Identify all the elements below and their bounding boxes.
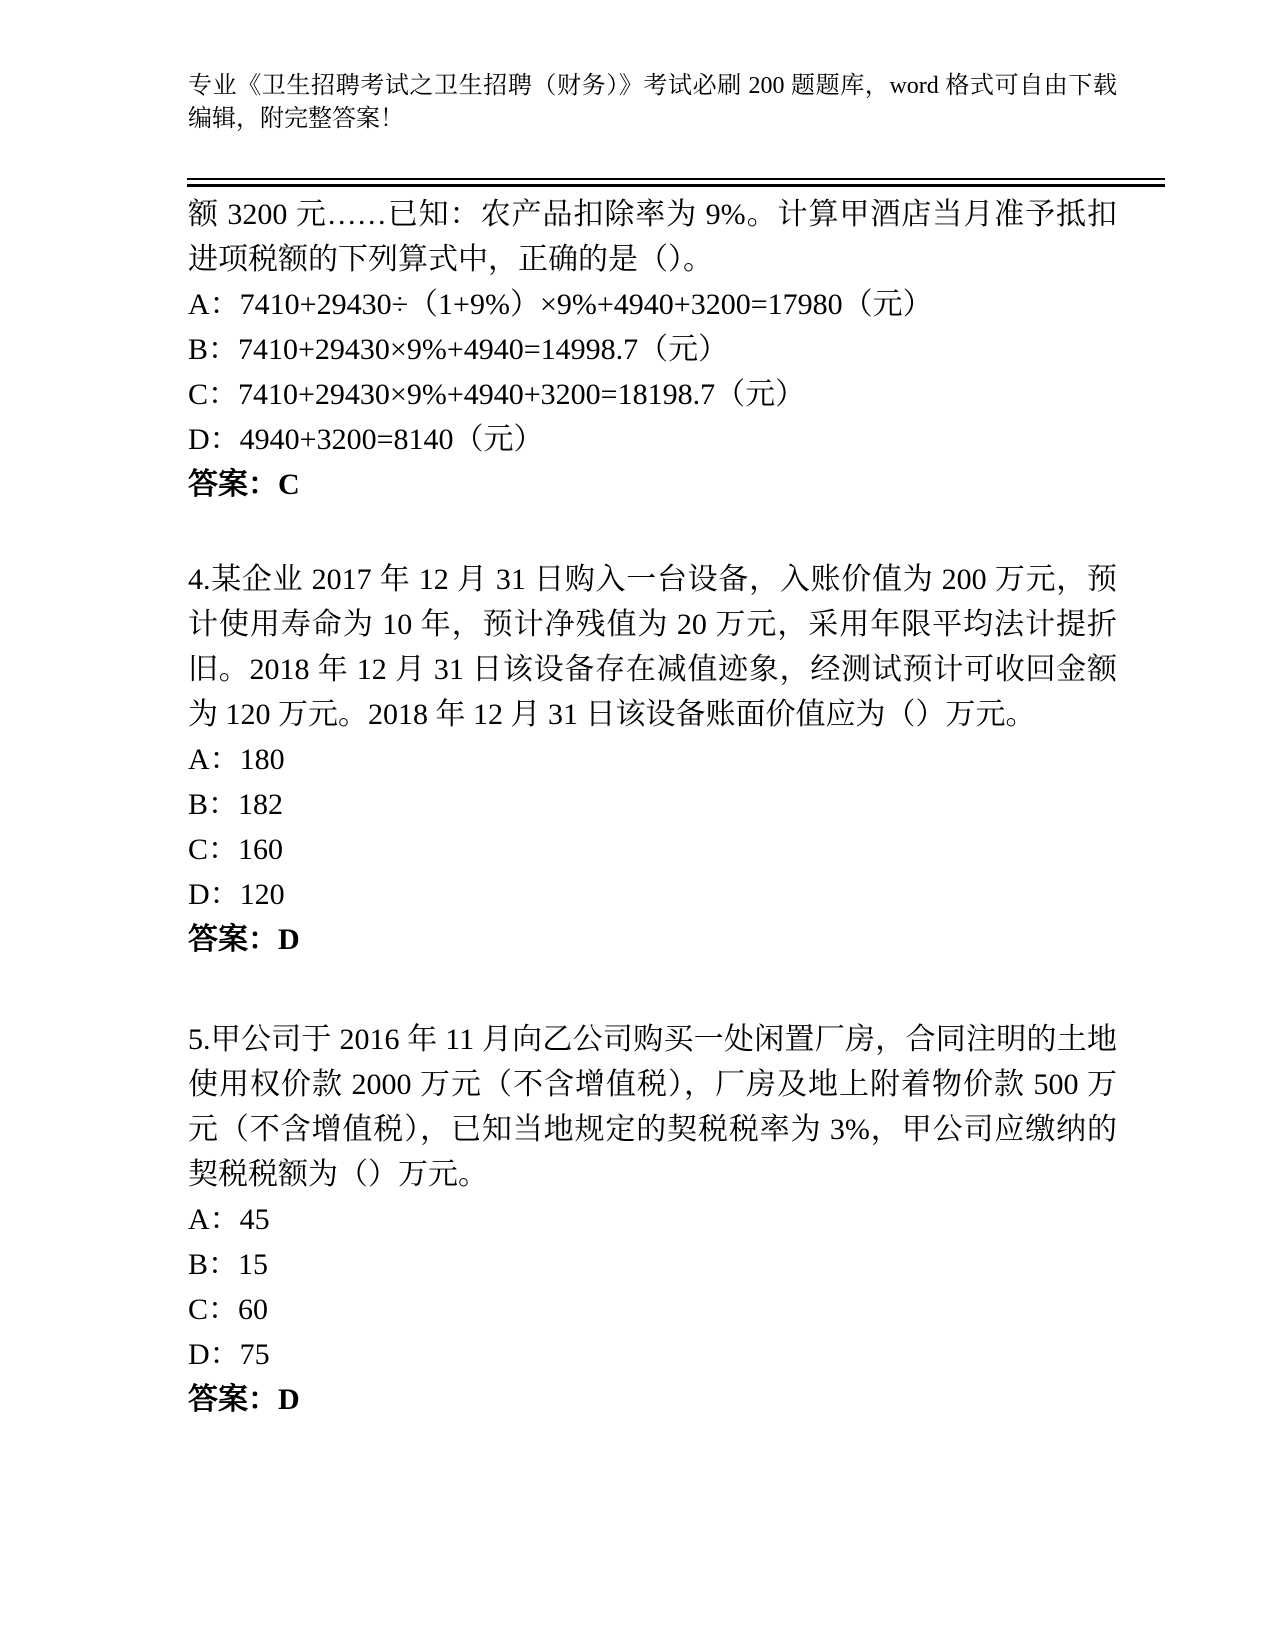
question-block-5 — [188, 1017, 1117, 1422]
option-a: A：45 — [188, 1203, 270, 1236]
option-c: C：60 — [188, 1293, 269, 1326]
option-d: D：4940+3200=8140（元） — [188, 423, 544, 456]
question-block-3 — [188, 192, 1117, 507]
answer-label: 答案： — [188, 1383, 278, 1416]
option-a: A：7410+29430÷（1+9%）×9%+4940+3200=17980（元） — [188, 288, 933, 321]
document-content — [188, 192, 1117, 1422]
option-c: C：160 — [188, 833, 284, 866]
option-a: A：180 — [188, 743, 285, 776]
page-header-text: 专业《卫生招聘考试之卫生招聘（财务）》考试必刷 200 题题库，word 格式可自由下载编辑，附完整答案！ — [188, 73, 1117, 132]
option-c: C：7410+29430×9%+4940+3200=18198.7（元） — [188, 378, 806, 411]
answer-line — [188, 462, 1117, 507]
option-b: B：182 — [188, 788, 284, 821]
answer-line — [188, 917, 1117, 962]
option-d: D：75 — [188, 1338, 270, 1371]
question-stem: 4.某企业 2017 年 12 月 31 日购入一台设备，入账价值为 200 万元，预计使用寿命为 10 年，预计净残值为 20 万元，采用年限平均法计提折旧。2018 年 12 月 31 日该设备存在减值迹象，经测试预计可收回金额为 120 万元。2018 年 12 月 31 日该设备账面价值应为（）万元。 — [188, 563, 1117, 731]
question-stem: 额 3200 元……已知：农产品扣除率为 9%。计算甲酒店当月准予抵扣进项税额的下列算式中，正确的是（）。 — [188, 198, 1117, 276]
answer-value: C — [278, 468, 300, 501]
answer-value: D — [278, 923, 300, 956]
option-b: B：15 — [188, 1248, 269, 1281]
header-divider — [187, 178, 1165, 187]
answer-line — [188, 1377, 1117, 1422]
answer-label: 答案： — [188, 923, 278, 956]
answer-label: 答案： — [188, 468, 278, 501]
question-stem: 5.甲公司于 2016 年 11 月向乙公司购买一处闲置厂房，合同注明的土地使用权价款 2000 万元（不含增值税），厂房及地上附着物价款 500 万元（不含增值税），已知当地规定的契税税率为 3%，甲公司应缴纳的契税税额为（）万元。 — [188, 1023, 1117, 1191]
option-b: B：7410+29430×9%+4940=14998.7（元） — [188, 333, 729, 366]
question-block-4 — [188, 557, 1117, 962]
option-d: D：120 — [188, 878, 285, 911]
answer-value: D — [278, 1383, 300, 1416]
